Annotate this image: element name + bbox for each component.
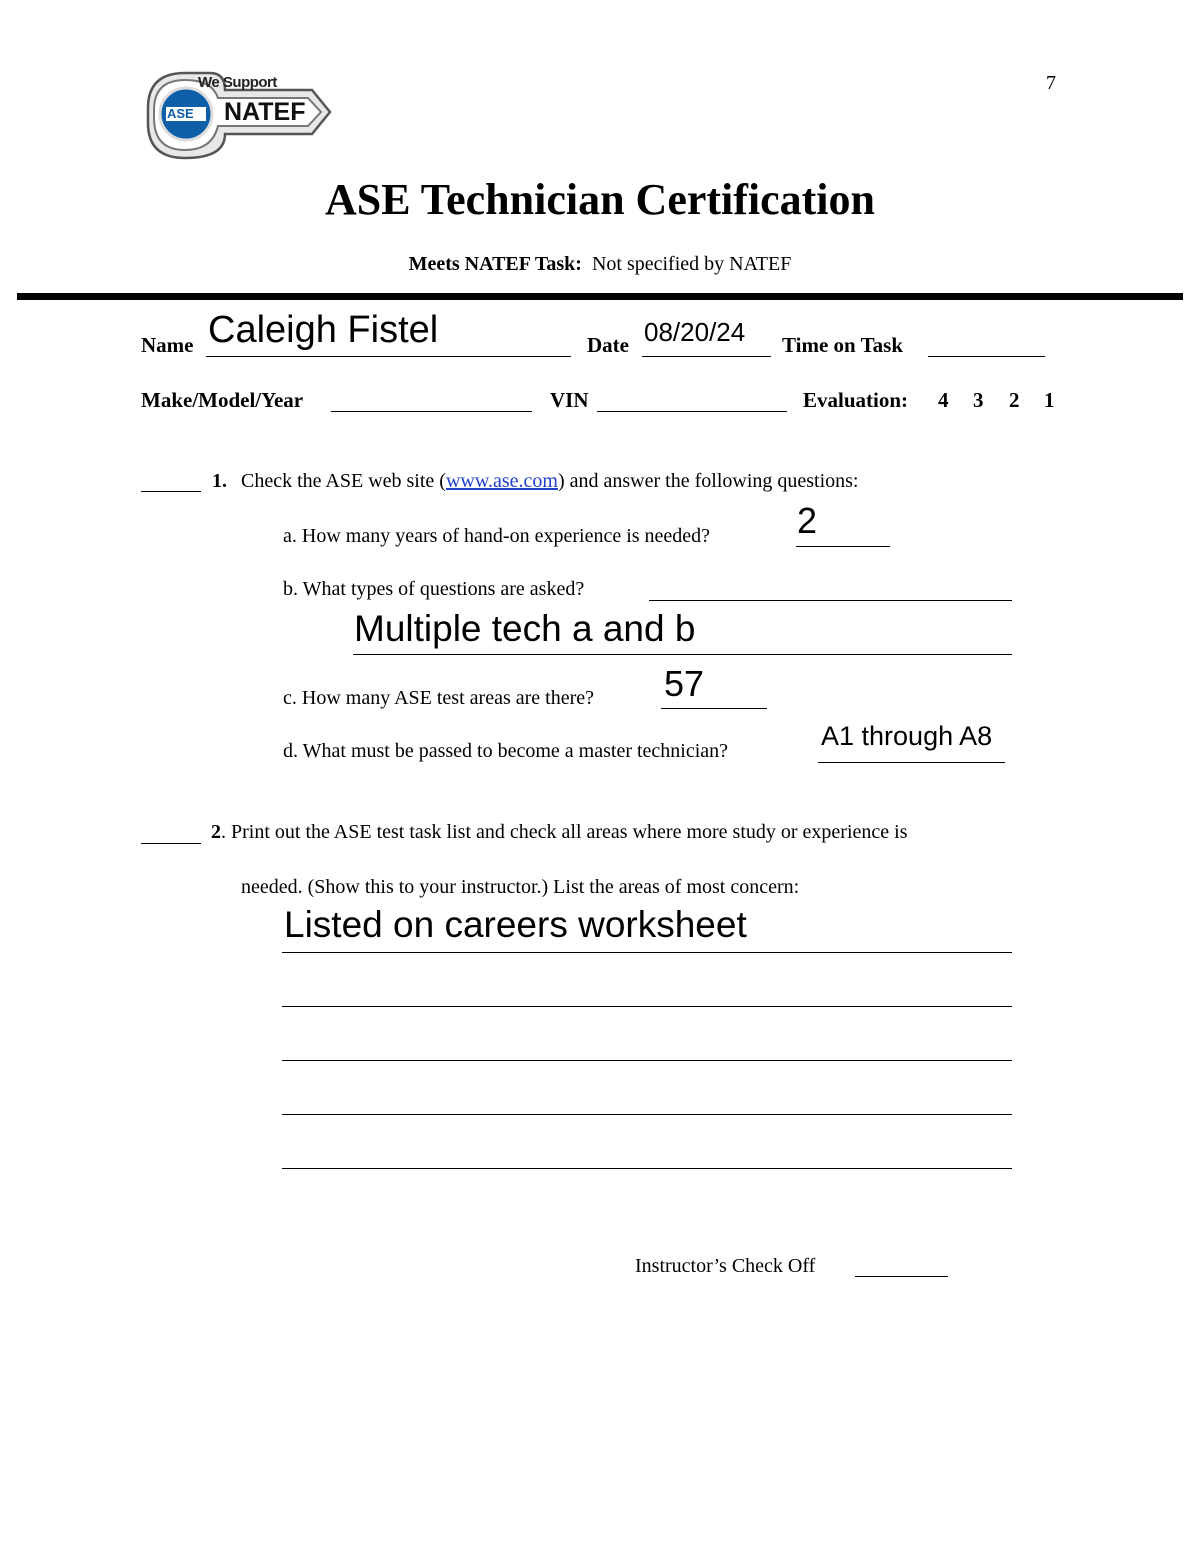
header-divider bbox=[17, 293, 1183, 300]
make-model-year-field[interactable] bbox=[331, 411, 532, 412]
logo-brand: NATEF bbox=[224, 98, 306, 126]
q2-answer-line-4[interactable] bbox=[282, 1114, 1012, 1115]
q1-text-after: ) and answer the following questions: bbox=[557, 470, 859, 492]
q1a-answer-field[interactable] bbox=[796, 546, 890, 547]
q1a-answer: 2 bbox=[797, 500, 818, 541]
evaluation-option-3[interactable]: 3 bbox=[973, 388, 984, 412]
q2-check-field[interactable] bbox=[141, 843, 201, 844]
date-field[interactable] bbox=[642, 356, 771, 357]
q1d-answer: A1 through A8 bbox=[821, 721, 993, 751]
q2-line1 bbox=[211, 821, 907, 844]
q2-answer-line-5[interactable] bbox=[282, 1168, 1012, 1169]
q2-answer-line-1[interactable] bbox=[282, 952, 1012, 953]
page-number: 7 bbox=[1046, 72, 1056, 94]
evaluation-option-4[interactable]: 4 bbox=[938, 388, 949, 412]
date-value: 08/20/24 bbox=[644, 317, 746, 347]
q1c-answer: 57 bbox=[664, 663, 705, 704]
natef-task-label: Meets NATEF Task: bbox=[408, 253, 582, 275]
ase-website-link[interactable]: www.ase.com bbox=[445, 470, 558, 492]
q1-text-before: Check the ASE web site ( bbox=[241, 470, 446, 492]
q2-answer: Listed on careers worksheet bbox=[284, 904, 747, 945]
q1-check-field[interactable] bbox=[141, 491, 201, 492]
q1-number: 1. bbox=[212, 470, 227, 492]
page-title: ASE Technician Certification bbox=[324, 175, 876, 224]
instructor-check-label: Instructor’s Check Off bbox=[635, 1255, 816, 1277]
natef-task bbox=[0, 253, 1200, 276]
evaluation-option-2[interactable]: 2 bbox=[1009, 388, 1020, 412]
q2-line2: needed. (Show this to your instructor.) List the areas of most concern: bbox=[241, 876, 800, 898]
name-field[interactable] bbox=[206, 356, 571, 357]
q1d-answer-field[interactable] bbox=[818, 762, 1005, 763]
q2-line1-text: . Print out the ASE test task list and check all areas where more study or experience is bbox=[221, 821, 908, 843]
vin-field[interactable] bbox=[597, 411, 787, 412]
q2-answer-line-2[interactable] bbox=[282, 1006, 1012, 1007]
q1b-answer-field-2[interactable] bbox=[353, 654, 1012, 655]
evaluation-label: Evaluation: bbox=[803, 388, 909, 412]
q1b-answer: Multiple tech a and b bbox=[354, 608, 696, 649]
make-model-year-label: Make/Model/Year bbox=[141, 388, 304, 412]
date-label: Date bbox=[587, 333, 629, 357]
time-on-task-label: Time on Task bbox=[782, 333, 904, 357]
q1c-answer-field[interactable] bbox=[661, 708, 767, 709]
evaluation-option-1[interactable]: 1 bbox=[1044, 388, 1055, 412]
q1a-text: a. How many years of hand-on experience is needed? bbox=[283, 525, 711, 547]
name-label: Name bbox=[141, 333, 194, 357]
q1d-text: d. What must be passed to become a master technician? bbox=[283, 740, 729, 762]
q1b-text: b. What types of questions are asked? bbox=[283, 578, 585, 600]
time-on-task-field[interactable] bbox=[928, 356, 1045, 357]
q2-answer-line-3[interactable] bbox=[282, 1060, 1012, 1061]
instructor-check-field[interactable] bbox=[855, 1276, 948, 1277]
logo-badge: ASE bbox=[167, 106, 194, 121]
name-value: Caleigh Fistel bbox=[208, 309, 439, 351]
q2-number: 2 bbox=[211, 821, 221, 843]
q1c-text: c. How many ASE test areas are there? bbox=[283, 687, 594, 709]
natef-task-value: Not specified by NATEF bbox=[591, 253, 792, 275]
natef-logo bbox=[140, 68, 335, 166]
q1-text bbox=[241, 470, 858, 493]
logo-tagline: We Support bbox=[198, 74, 277, 91]
vin-label: VIN bbox=[550, 388, 589, 412]
q1b-answer-field-1[interactable] bbox=[649, 600, 1012, 601]
